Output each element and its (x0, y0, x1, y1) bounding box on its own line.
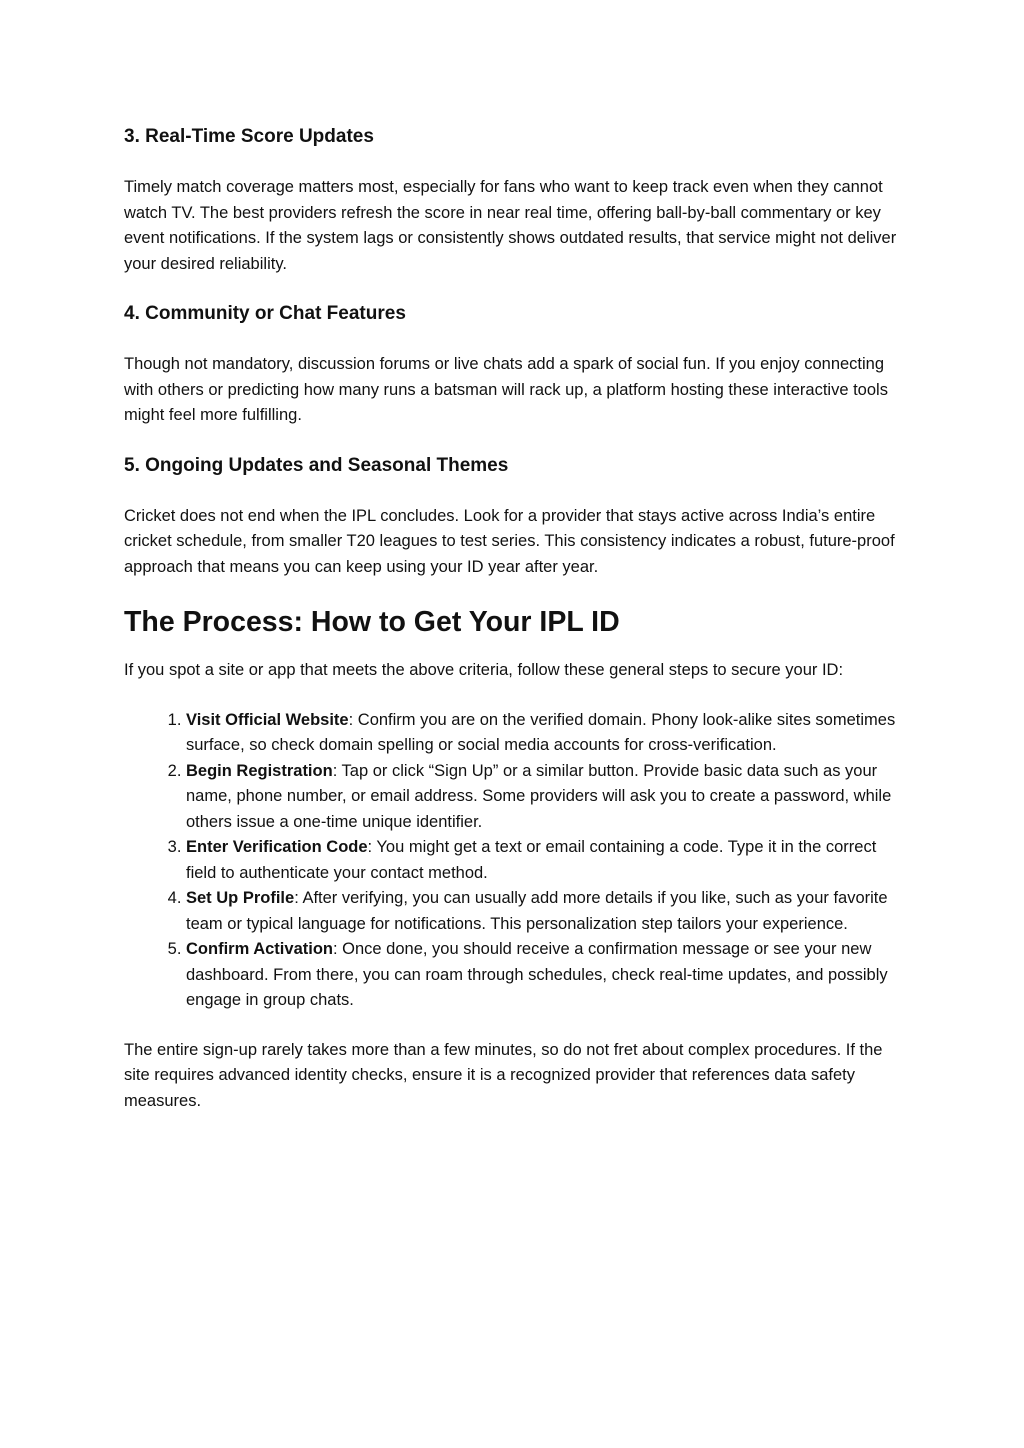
step-title: Confirm Activation (186, 940, 333, 958)
process-step (186, 759, 904, 836)
process-outro: The entire sign-up rarely takes more than a few minutes, so do not fret about complex procedures. If the site requires advanced identity checks, ensure it is a recognized provider that references data safety measures. (124, 1040, 883, 1110)
process-intro: If you spot a site or app that meets the above criteria, follow these general steps to secure your ID: (124, 661, 844, 679)
step-title: Visit Official Website (186, 710, 349, 729)
step-text: : Tap or click “Sign Up” or a similar button. Provide basic data such as your name, phone number, or email address. Some providers will ask you to create a password, while others issue a one-time unique identifier. (186, 761, 892, 831)
step-text: : You might get a text or email containing a code. Type it in the correct field to authenticate your contact method. (186, 838, 877, 882)
process-heading: The Process: How to Get Your IPL ID (124, 606, 620, 638)
process-step (186, 886, 904, 937)
process-step (186, 937, 904, 1014)
step-text: : Confirm you are on the verified domain. Phony look-alike sites sometimes surface, so check domain spelling or social media accounts for cross-verification. (186, 710, 896, 754)
step-title: Begin Registration (186, 761, 333, 780)
step-text: : After verifying, you can usually add more details if you like, such as your favorite team or typical language for notifications. This personalization step tailors your experience. (186, 889, 888, 933)
process-step (186, 708, 904, 759)
process-steps-list (124, 708, 904, 1014)
step-text: : Once done, you should receive a confirmation message or see your new dashboard. From there, you can roam through schedules, check real-time updates, and possibly engage in group chats. (186, 940, 888, 1009)
section-heading-real-time-score-updates: 3. Real-Time Score Updates (124, 126, 374, 147)
process-step (186, 835, 904, 886)
section-body-real-time-score-updates: Timely match coverage matters most, especially for fans who want to keep track even when they cannot watch TV. The best providers refresh the score in near real time, offering ball-by-ball commentary or key event notifications. If the system lags or consistently shows outdated results, that service might not deliver your desired reliability. (124, 178, 897, 273)
step-title: Enter Verification Code (186, 838, 368, 856)
section-heading-ongoing-updates: 5. Ongoing Updates and Seasonal Themes (124, 454, 509, 476)
section-body-community-chat-features: Though not mandatory, discussion forums or live chats add a spark of social fun. If you enjoy connecting with others or predicting how many runs a batsman will rack up, a platform hosting these interactive tools might feel more fulfilling. (124, 355, 888, 424)
step-title: Set Up Profile (186, 889, 295, 907)
document-page (124, 124, 904, 1138)
section-body-ongoing-updates: Cricket does not end when the IPL concludes. Look for a provider that stays active across India’s entire cricket schedule, from smaller T20 leagues to test series. This consistency indicates a robust, future-proof approach that means you can keep using your ID year after year. (124, 506, 895, 576)
section-heading-community-chat-features: 4. Community or Chat Features (124, 303, 406, 324)
